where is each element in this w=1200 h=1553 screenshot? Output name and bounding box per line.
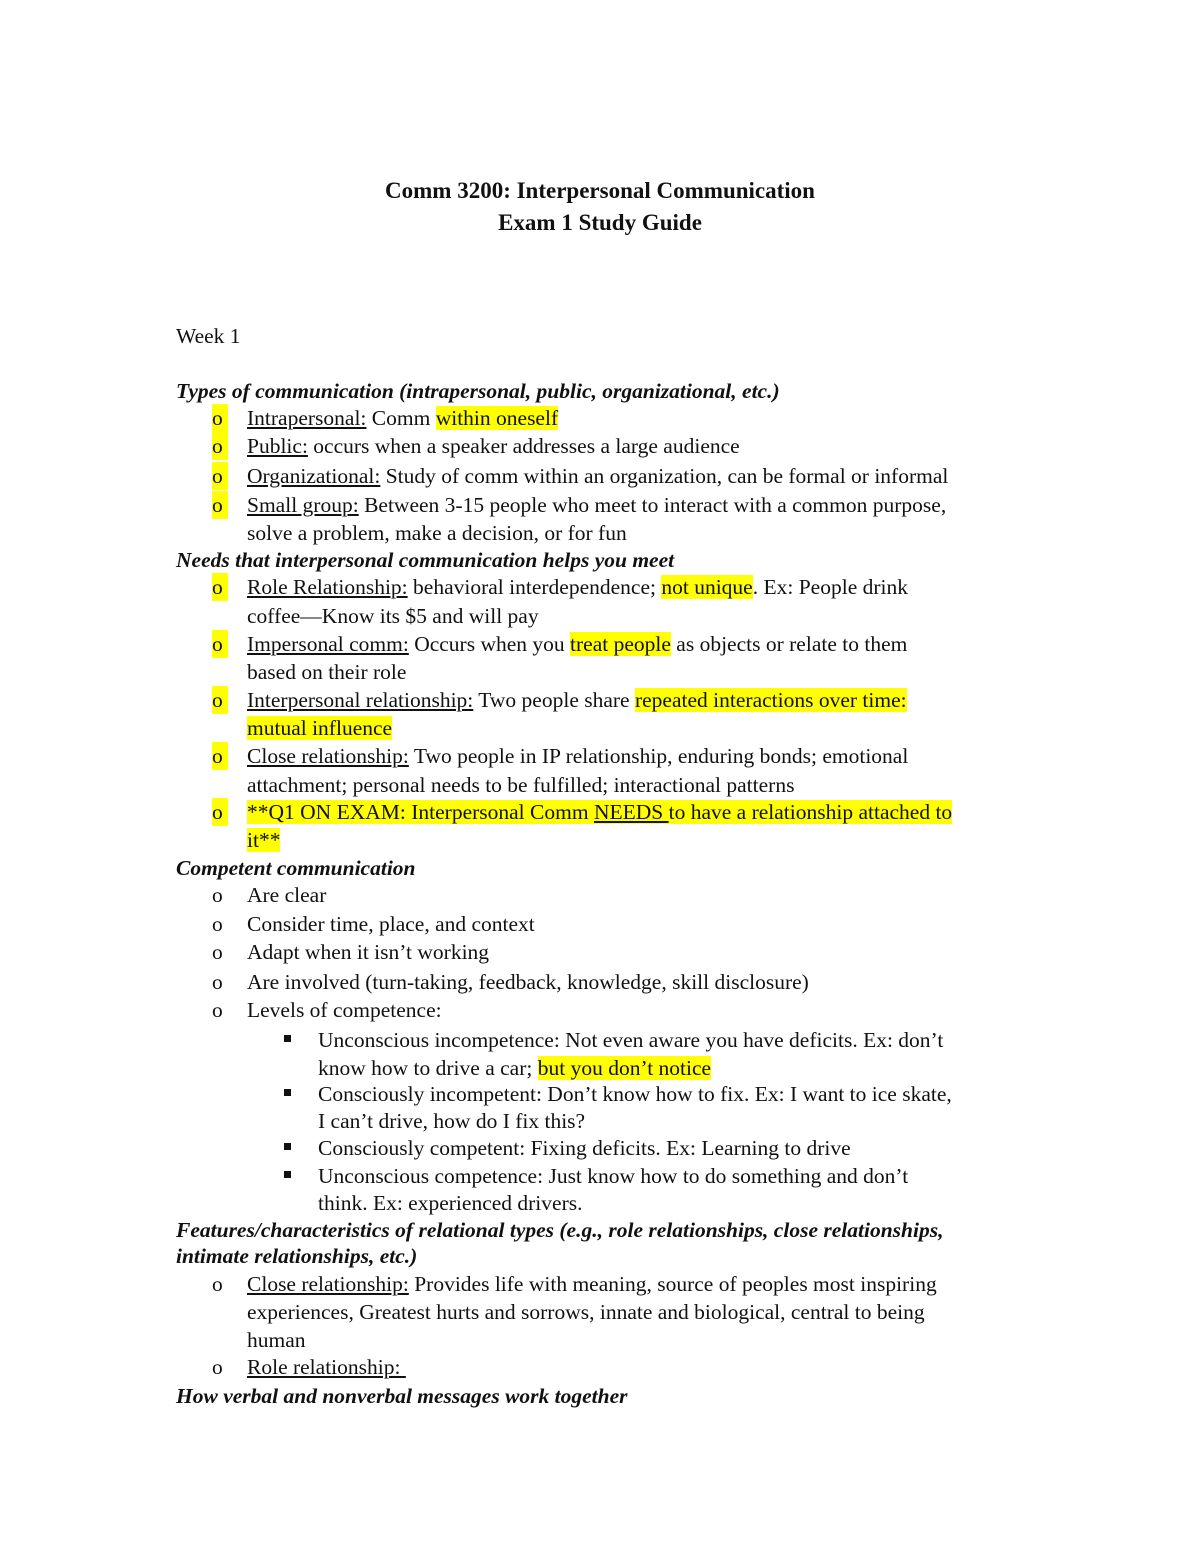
sublist-item-unconscious-competence-cont: think. Ex: experienced drivers. xyxy=(318,1191,583,1215)
list-item-public: Public: occurs when a speaker addresses a large audience xyxy=(247,434,740,458)
list-item-small-group-cont: solve a problem, make a decision, or for fun xyxy=(247,521,627,545)
doc-subtitle: Exam 1 Study Guide xyxy=(498,210,702,235)
list-item-role-relationship-cont: coffee—Know its $5 and will pay xyxy=(247,604,539,628)
list-item-involved: Are involved (turn-taking, feedback, knowledge, skill disclosure) xyxy=(247,970,809,994)
list-item-close-relationship-cont: attachment; personal needs to be fulfilled; interactional patterns xyxy=(247,773,795,797)
list-bullet: o xyxy=(212,432,228,460)
list-item-close-relationship: Close relationship: Two people in IP relationship, enduring bonds; emotional xyxy=(247,744,909,768)
section-heading-features-cont: intimate relationships, etc.) xyxy=(176,1244,418,1268)
square-bullet-icon xyxy=(284,1143,291,1150)
square-bullet-icon xyxy=(284,1035,291,1042)
list-item-consider: Consider time, place, and context xyxy=(247,912,535,936)
list-bullet: o xyxy=(212,1355,223,1379)
list-bullet: o xyxy=(212,970,223,994)
week-label: Week 1 xyxy=(176,324,241,348)
sublist-item-consciously-incompetent: Consciously incompetent: Don’t know how to fix. Ex: I want to ice skate, xyxy=(318,1082,952,1106)
list-item-impersonal: Impersonal comm: Occurs when you treat people as objects or relate to them xyxy=(247,632,908,656)
list-item-exam-note-cont: it** xyxy=(247,828,281,852)
list-bullet: o xyxy=(212,404,228,432)
square-bullet-icon xyxy=(284,1089,291,1096)
list-item-are-clear: Are clear xyxy=(247,883,327,907)
list-bullet: o xyxy=(212,462,228,490)
list-item-interpersonal-relationship-cont: mutual influence xyxy=(247,716,393,740)
list-bullet: o xyxy=(212,491,228,519)
list-bullet: o xyxy=(212,912,223,936)
list-item-impersonal-cont: based on their role xyxy=(247,660,407,684)
list-bullet: o xyxy=(212,686,228,714)
sublist-item-unconscious-incompetence: Unconscious incompetence: Not even aware you have deficits. Ex: don’t xyxy=(318,1028,944,1052)
list-item-organizational: Organizational: Study of comm within an organization, can be formal or informal xyxy=(247,464,949,488)
list-item-features-close-cont: experiences, Greatest hurts and sorrows, innate and biological, central to being xyxy=(247,1300,925,1324)
list-item-levels: Levels of competence: xyxy=(247,998,442,1022)
square-bullet-icon xyxy=(284,1171,291,1178)
sublist-item-unconscious-competence: Unconscious competence: Just know how to do something and don’t xyxy=(318,1164,909,1188)
list-item-features-close-cont2: human xyxy=(247,1328,306,1352)
list-item-intrapersonal: Intrapersonal: Comm within oneself xyxy=(247,406,559,430)
list-bullet: o xyxy=(212,998,223,1022)
sublist-item-consciously-competent: Consciously competent: Fixing deficits. Ex: Learning to drive xyxy=(318,1136,851,1160)
list-bullet: o xyxy=(212,940,223,964)
list-bullet: o xyxy=(212,798,228,826)
list-item-exam-note: **Q1 ON EXAM: Interpersonal Comm NEEDS to have a relationship attached to xyxy=(247,800,953,824)
list-bullet: o xyxy=(212,1272,223,1296)
section-heading-features: Features/characteristics of relational types (e.g., role relationships, close relationships, xyxy=(176,1218,944,1242)
section-heading-competent: Competent communication xyxy=(176,856,416,880)
list-bullet: o xyxy=(212,742,228,770)
list-item-features-close: Close relationship: Provides life with meaning, source of peoples most inspiring xyxy=(247,1272,937,1296)
sublist-item-unconscious-incompetence-cont: know how to drive a car; but you don’t notice xyxy=(318,1056,712,1080)
list-item-interpersonal-relationship: Interpersonal relationship: Two people share repeated interactions over time: xyxy=(247,688,907,712)
sublist-item-consciously-incompetent-cont: I can’t drive, how do I fix this? xyxy=(318,1109,586,1133)
doc-title: Comm 3200: Interpersonal Communication xyxy=(385,178,815,203)
list-item-small-group: Small group: Between 3-15 people who meet to interact with a common purpose, xyxy=(247,493,947,517)
section-heading-verbal-nonverbal: How verbal and nonverbal messages work together xyxy=(176,1384,628,1408)
list-item-adapt: Adapt when it isn’t working xyxy=(247,940,490,964)
list-item-role-relationship: Role Relationship: behavioral interdependence; not unique. Ex: People drink xyxy=(247,575,908,599)
list-bullet: o xyxy=(212,883,223,907)
list-item-features-role: Role relationship: xyxy=(247,1355,406,1379)
list-bullet: o xyxy=(212,630,228,658)
list-bullet: o xyxy=(212,573,228,601)
section-heading-types: Types of communication (intrapersonal, public, organizational, etc.) xyxy=(176,379,780,403)
section-heading-needs: Needs that interpersonal communication helps you meet xyxy=(176,548,675,572)
